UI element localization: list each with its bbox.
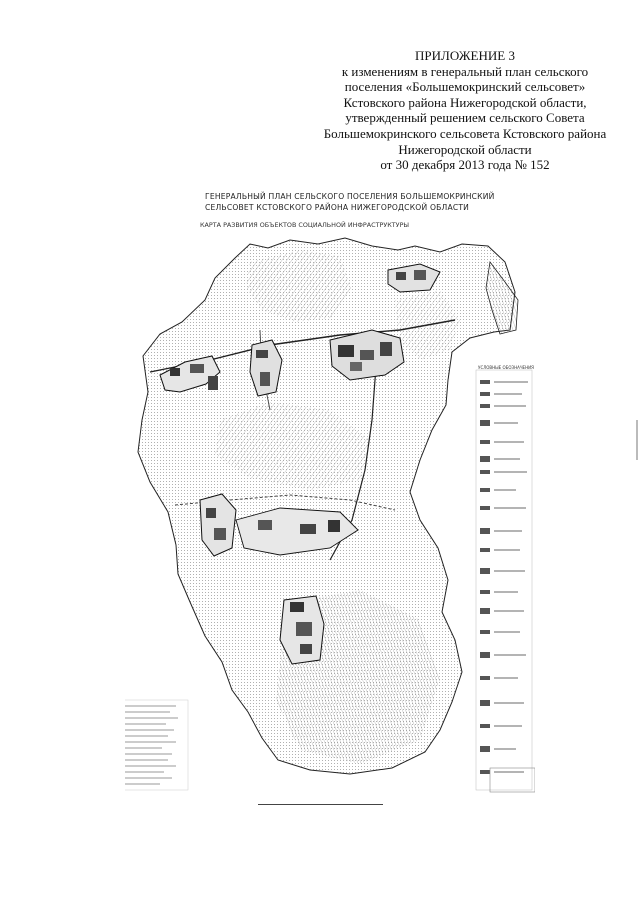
appendix-header <box>300 48 630 173</box>
footer-rule <box>258 804 383 805</box>
legend <box>476 370 532 790</box>
map-subtitle: КАРТА РАЗВИТИЯ ОБЪЕКТОВ СОЦИАЛЬНОЙ ИНФРАСТРУКТУРЫ <box>200 221 410 229</box>
scan-edge-mark <box>636 420 638 460</box>
appendix-line: Нижегородской области <box>398 141 532 157</box>
appendix-line: Кстовского района Нижегородской области, <box>343 94 587 110</box>
appendix-line: поселения «Большемокринский сельсовет» <box>344 79 586 95</box>
settlement-south <box>280 596 324 664</box>
appendix-line: к изменениям в генеральный план сельского <box>341 63 589 79</box>
general-plan-map <box>125 185 535 795</box>
appendix-title: ПРИЛОЖЕНИЕ 3 <box>415 48 515 63</box>
appendix-line: утвержденный решением сельского Совета <box>345 110 585 126</box>
map-title-line: ГЕНЕРАЛЬНЫЙ ПЛАН СЕЛЬСКОГО ПОСЕЛЕНИЯ БОЛЬШЕМОКРИНСКИЙ <box>205 192 495 201</box>
appendix-line: Большемокринского сельсовета Кстовского района <box>323 125 607 141</box>
map-title <box>205 192 525 213</box>
appendix-date: от 30 декабря 2013 года № 152 <box>380 157 550 173</box>
legend-heading: УСЛОВНЫЕ ОБОЗНАЧЕНИЯ <box>478 365 534 370</box>
map-title-line: СЕЛЬСОВЕТ КСТОВСКОГО РАЙОНА НИЖЕГОРОДСКОЙ ОБЛАСТИ <box>205 202 470 212</box>
explication-table <box>125 700 188 790</box>
